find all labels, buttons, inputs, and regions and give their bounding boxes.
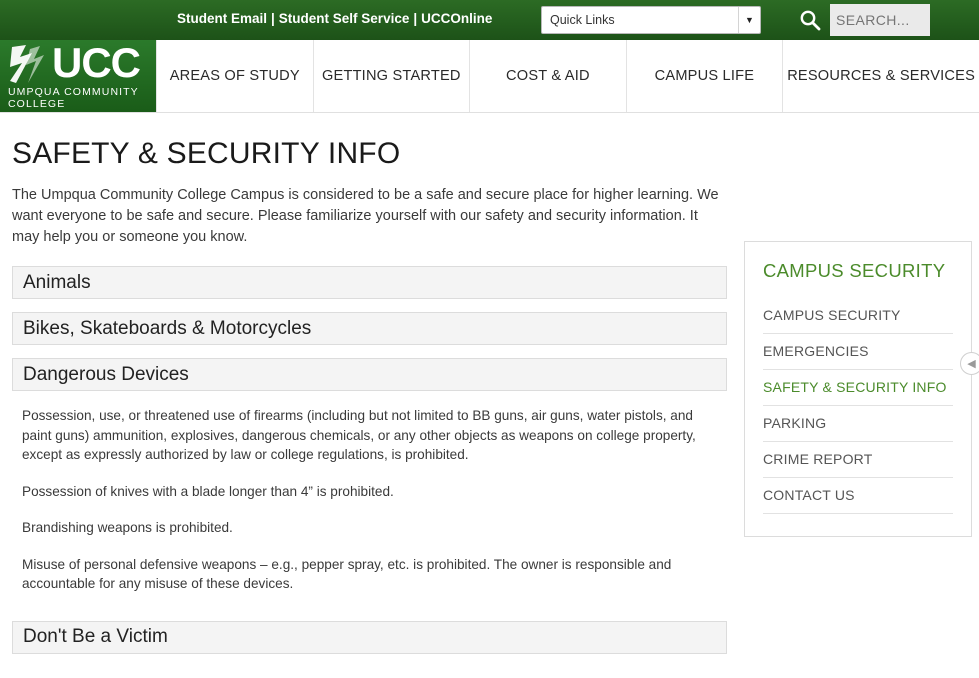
sidebar-item-parking[interactable]: PARKING: [763, 406, 953, 442]
accordion-dont-be-a-victim[interactable]: Don't Be a Victim: [12, 621, 727, 654]
separator-1: |: [271, 11, 275, 26]
nav-item-getting-started[interactable]: GETTING STARTED: [313, 40, 470, 112]
accordion-dangerous-devices[interactable]: Dangerous Devices: [12, 358, 727, 391]
panel-paragraph-3: Brandishing weapons is prohibited.: [22, 520, 233, 535]
nav-items: [156, 40, 979, 112]
utility-topbar: [0, 0, 979, 40]
sidebar-item-contact-us[interactable]: CONTACT US: [763, 478, 953, 514]
logo-subtitle: UMPQUA COMMUNITY COLLEGE: [8, 85, 139, 110]
quick-links-value: Quick Links: [550, 13, 615, 27]
main-navigation: [0, 40, 979, 113]
sidebar-campus-security: [744, 241, 976, 537]
panel-paragraph-1: Possession, use, or threatened use of firearms (including but not limited to BB guns, air guns, water pistols, and paint guns) ammunition, explosives, dangerous chemicals, or any other objects as weapons on college property, except as expressly authorized by law or college regulations, is prohibited.: [22, 408, 696, 462]
ucc-torch-logo-icon: [6, 43, 50, 83]
panel-dangerous-devices: [12, 404, 712, 615]
link-student-email[interactable]: Student Email: [177, 11, 268, 26]
accordion-animals[interactable]: Animals: [12, 266, 727, 299]
nav-item-areas-of-study[interactable]: AREAS OF STUDY: [156, 40, 313, 112]
page-body: [0, 113, 979, 667]
search-input[interactable]: [830, 4, 930, 36]
chevron-left-icon[interactable]: ◀: [960, 352, 979, 375]
quick-links-select[interactable]: [541, 6, 761, 34]
sidebar-item-campus-security[interactable]: CAMPUS SECURITY: [763, 298, 953, 334]
logo-wordmark: UCC: [52, 38, 140, 86]
sidebar-heading: CAMPUS SECURITY: [763, 260, 946, 281]
main-content: [0, 113, 727, 667]
panel-paragraph-2: Possession of knives with a blade longer than 4” is prohibited.: [22, 483, 394, 499]
chevron-down-icon: ▼: [738, 7, 760, 33]
nav-item-cost-and-aid[interactable]: COST & AID: [469, 40, 626, 112]
sidebar-item-emergencies[interactable]: EMERGENCIES: [763, 334, 953, 370]
site-logo[interactable]: [0, 40, 156, 112]
nav-item-resources-and-services[interactable]: RESOURCES & SERVICES: [782, 40, 979, 112]
utility-links: [177, 11, 492, 26]
link-ucconline[interactable]: UCCOnline: [421, 11, 493, 26]
search-area: [790, 0, 930, 40]
page-title: SAFETY & SECURITY INFO: [12, 137, 401, 170]
sidebar-item-crime-report[interactable]: CRIME REPORT: [763, 442, 953, 478]
nav-item-campus-life[interactable]: CAMPUS LIFE: [626, 40, 783, 112]
intro-paragraph: The Umpqua Community College Campus is considered to be a safe and secure place for higher learning. We want everyone to be safe and secure. Please familiarize yourself with our safety and security information. It may help you or someone you know.: [12, 187, 719, 245]
separator-2: |: [413, 11, 418, 26]
accordion-bikes-skateboards-motorcycles[interactable]: Bikes, Skateboards & Motorcycles: [12, 312, 727, 345]
link-student-self-service[interactable]: Student Self Service: [278, 11, 410, 26]
panel-paragraph-4: Misuse of personal defensive weapons – e.g., pepper spray, etc. is prohibited. The owner is responsible and accountable for any misuse of these devices.: [22, 556, 672, 591]
sidebar-item-safety-security-info[interactable]: SAFETY & SECURITY INFO: [763, 370, 953, 406]
search-icon[interactable]: [790, 0, 830, 40]
